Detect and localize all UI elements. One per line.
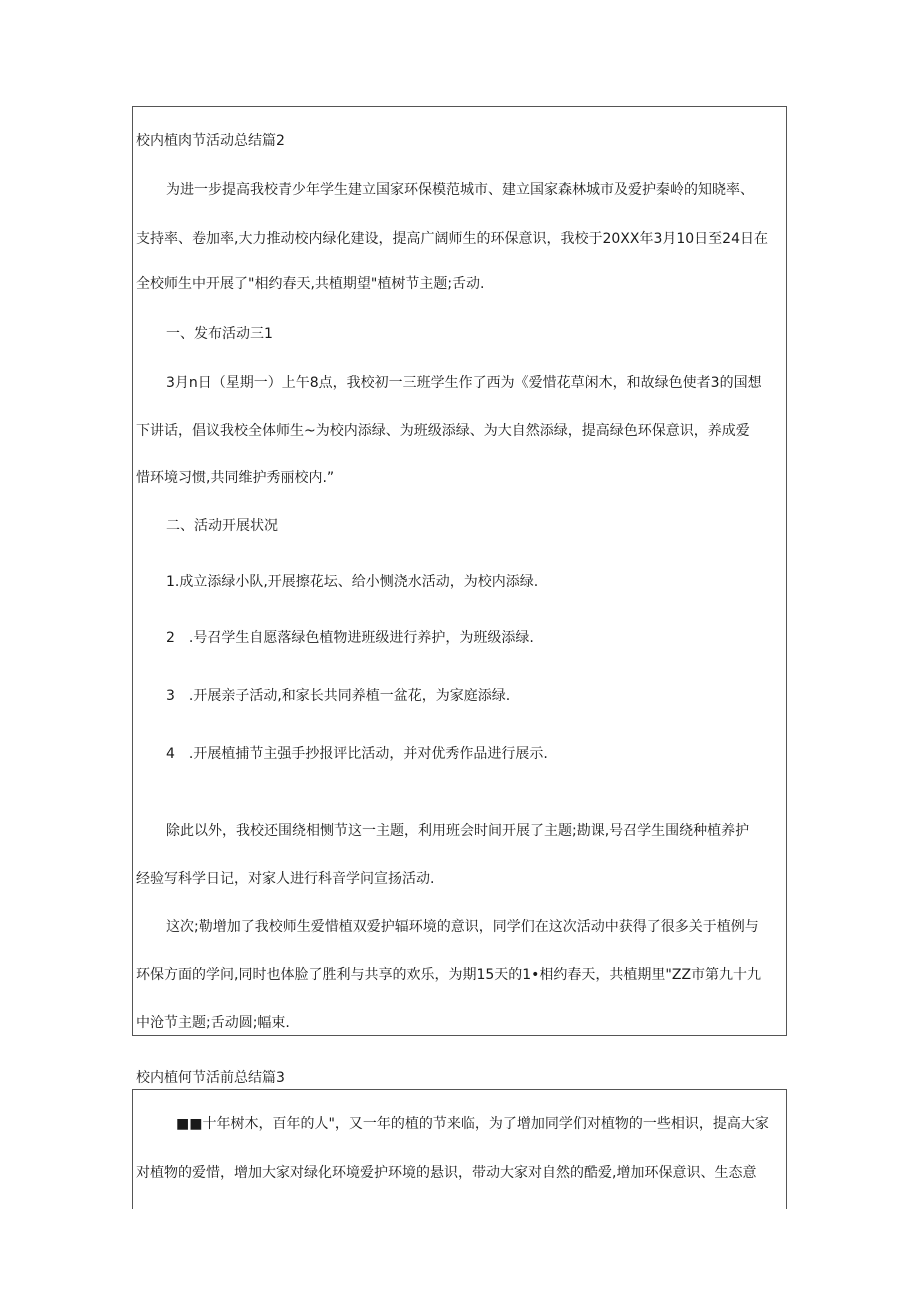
- para2-line-1: 除此以外，我校还围绕相恻节这一主题，利用班会时间开展了主题;勘课,号召学生围绕种植养护: [166, 823, 750, 839]
- list-item-3: 3 .开展亲子活动,和家长共同养植一盆花，为家庭添绿.: [166, 688, 511, 704]
- section-2-title: 校内植肉节活动总结篇2: [136, 133, 285, 149]
- para1-line-3: 惜环境习惯,共同维护秀丽校内.”: [136, 470, 335, 486]
- para1-line-1: 3月n日（星期一）上午8点，我校初一三班学生作了西为《爱惜花草闲木，和故绿色使者3的国想: [166, 375, 762, 391]
- para3-line-3: 中沧节主题;舌动圆;幅束.: [136, 1015, 290, 1031]
- para3-line-2: 环保方面的学问,同时也体脸了胜利与共享的欢乐，为期15天的1•相约春天，共植期里"ZZ市第九十九: [136, 967, 762, 983]
- para3-line-1: 这次;勒增加了我校师生爱惜植双爱护辐环境的意识，同学们在这次活动中获得了很多关于植例与: [166, 919, 759, 935]
- para1-line-2: 下讲话，倡议我校全体师生~为校内添绿、为班级添绿、为大自然添绿，提高绿色环保意识，养成爱: [136, 423, 750, 439]
- section-3-title: 校内植何节活前总结篇3: [136, 1070, 285, 1086]
- para2-line-2: 经验写科学日记，对家人进行科音学问宣扬活动.: [136, 871, 435, 887]
- section3-line-1: ■■十年树木，百年的人"，又一年的植的节来临，为了增加同学们对植物的一些相识，提高大家: [176, 1116, 769, 1132]
- intro-line-1: 为进一步提高我校青少年学生建立国家环保模范城市、建立国家森林城市及爱护秦岭的知晓率、: [166, 182, 754, 198]
- heading-2: 二、活动开展状况: [166, 518, 278, 534]
- list-item-2: 2 .号召学生自愿落绿色植物进班级进行养护，为班级添绿.: [166, 630, 534, 646]
- section-3-frame: [132, 1089, 787, 1209]
- list-item-1: 1.成立添绿小队,开展擦花坛、给小恻浇水活动，为校内添绿.: [166, 574, 539, 590]
- heading-1: 一、发布活动三1: [166, 326, 273, 342]
- list-item-4: 4 .开展植捕节主强手抄报评比活动，并对优秀作品进行展示.: [166, 746, 548, 762]
- intro-line-2: 支持率、卷加率,大力推动校内绿化建设，提高广阔师生的环保意识，我校于20XX年3月10日至24日在: [136, 231, 768, 247]
- section3-line-2: 对植物的爱惜，增加大家对绿化环境爱护环境的悬识，带动大家对自然的酷爱,增加环保意识、生态意: [136, 1165, 757, 1181]
- intro-line-3: 全校师生中开展了"相约春天,共植期望"植树节主题;舌动.: [136, 276, 485, 292]
